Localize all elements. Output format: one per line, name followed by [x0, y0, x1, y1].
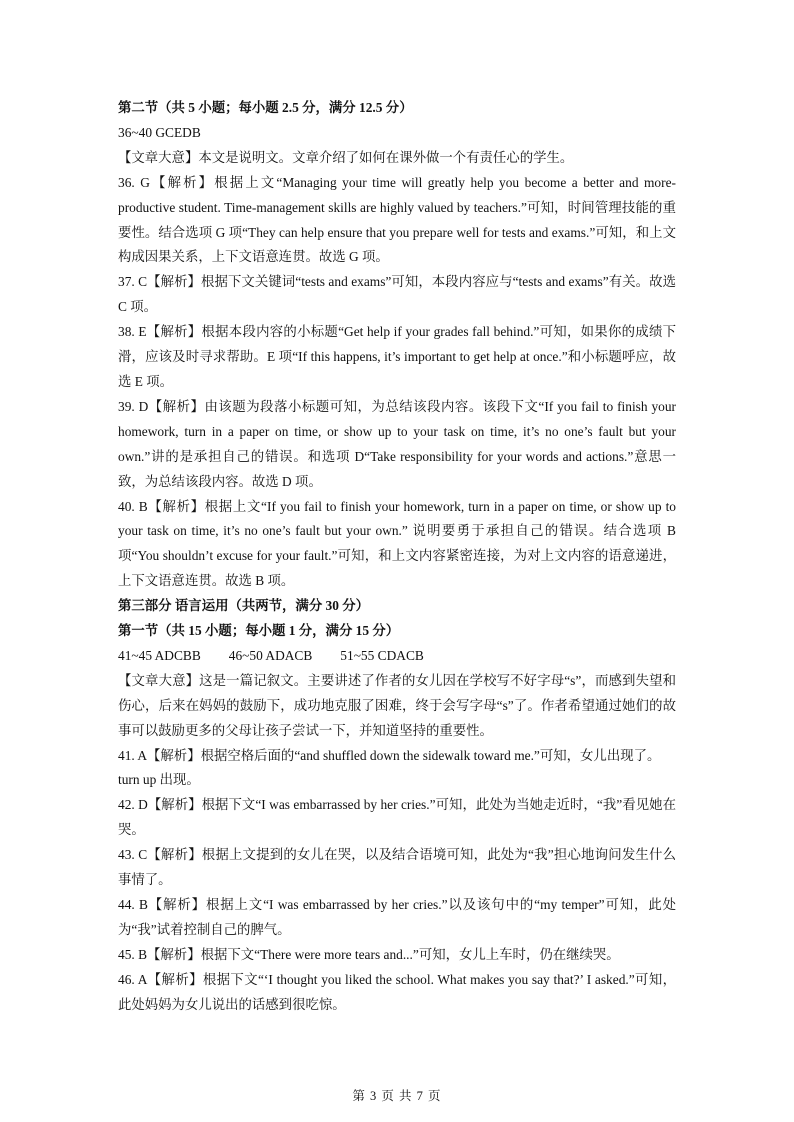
explanation-41-note: turn up 出现。 — [118, 772, 200, 788]
part3-heading: 第三部分 语言运用（共两节，满分 30 分） — [118, 598, 370, 614]
explanation-36: 36. G【解析】根据上文“Managing your time will greatly help you become a better and more-productive student. Time-management skills are highly valued by teachers.”可知，时间管理技能的重要性。结合选项 G 项“They can help ensure that you prepare well for tests and exams.”可知，和上文构成因果关系，上下文语意连贯。故选 G 项。 — [118, 174, 676, 265]
answers-41-55 — [118, 644, 676, 669]
explanation-44: 44. B【解析】根据上文“I was embarrassed by her cries.”以及该句中的“my temper”可知，此处为“我”试着控制自己的脾气。 — [118, 897, 676, 937]
explanation-39: 39. D【解析】由该题为段落小标题可知，为总结该段内容。该段下文“If you fail to finish your homework, turn in a paper on time, or show up to your task on time, it’s no one’s fault but your own.”讲的是承担自己的错误。和选项 D“Take responsibility for your words and actions.”意思一致，为总结该段内容。故选 D 项。 — [118, 398, 676, 489]
answers-41-45: 41~45 ADCBB — [118, 647, 201, 663]
answers-46-50: 46~50 ADACB — [228, 647, 313, 663]
passage-summary-2: 【文章大意】这是一篇记叙文。主要讲述了作者的女儿因在学校写不好字母“s”，而感到失望和伤心，后来在妈妈的鼓励下，成功地克服了困难，终于会写字母“s”了。作者希望通过她们的故事可以鼓励更多的父母让孩子尝试一下，并知道坚持的重要性。 — [118, 672, 676, 738]
answers-51-55: 51~55 CDACB — [340, 647, 424, 663]
explanation-38: 38. E【解析】根据本段内容的小标题“Get help if your grades fall behind.”可知，如果你的成绩下滑，应该及时寻求帮助。E 项“If this happens, it’s important to get help at once.”和小标题呼应，故选 E 项。 — [118, 324, 676, 389]
section2-heading: 第二节（共 5 小题；每小题 2.5 分，满分 12.5 分） — [118, 100, 413, 115]
explanation-45: 45. B【解析】根据下文“There were more tears and...”可知，女儿上车时，仍在继续哭。 — [118, 946, 620, 962]
answer-key-content — [118, 96, 676, 1018]
explanation-37: 37. C【解析】根据下文关键词“tests and exams”可知，本段内容应与“tests and exams”有关。故选 C 项。 — [118, 274, 676, 315]
page-footer: 第 3 页 共 7 页 — [352, 1089, 442, 1103]
answers-36-40: 36~40 GCEDB — [118, 124, 201, 140]
passage-summary-1: 【文章大意】本文是说明文。文章介绍了如何在课外做一个有责任心的学生。 — [118, 149, 574, 165]
explanation-46: 46. A【解析】根据下文“‘I thought you liked the school. What makes you say that?’ I asked.”可知，此处妈妈为女儿说出的话感到很吃惊。 — [118, 971, 676, 1012]
explanation-41: 41. A【解析】根据空格后面的“and shuffled down the sidewalk toward me.”可知，女儿出现了。 — [118, 747, 661, 763]
section1-heading: 第一节（共 15 小题；每小题 1 分，满分 15 分） — [118, 623, 400, 639]
explanation-40: 40. B【解析】根据上文“If you fail to finish your homework, turn in a paper on time, or show up to your task on time, it’s no one’s fault but your own.” 说明要勇于承担自己的错误。结合选项 B 项“You shouldn’t excuse for your fault.”可知，和上文内容紧密连接，为对上文内容的语意递进，上下文语意连贯。故选 B 项。 — [118, 498, 676, 589]
explanation-42: 42. D【解析】根据下文“I was embarrassed by her cries.”可知，此处为当她走近时，“我”看见她在哭。 — [118, 797, 676, 838]
explanation-43: 43. C【解析】根据上文提到的女儿在哭，以及结合语境可知，此处为“我”担心地询问发生什么事情了。 — [118, 847, 676, 888]
